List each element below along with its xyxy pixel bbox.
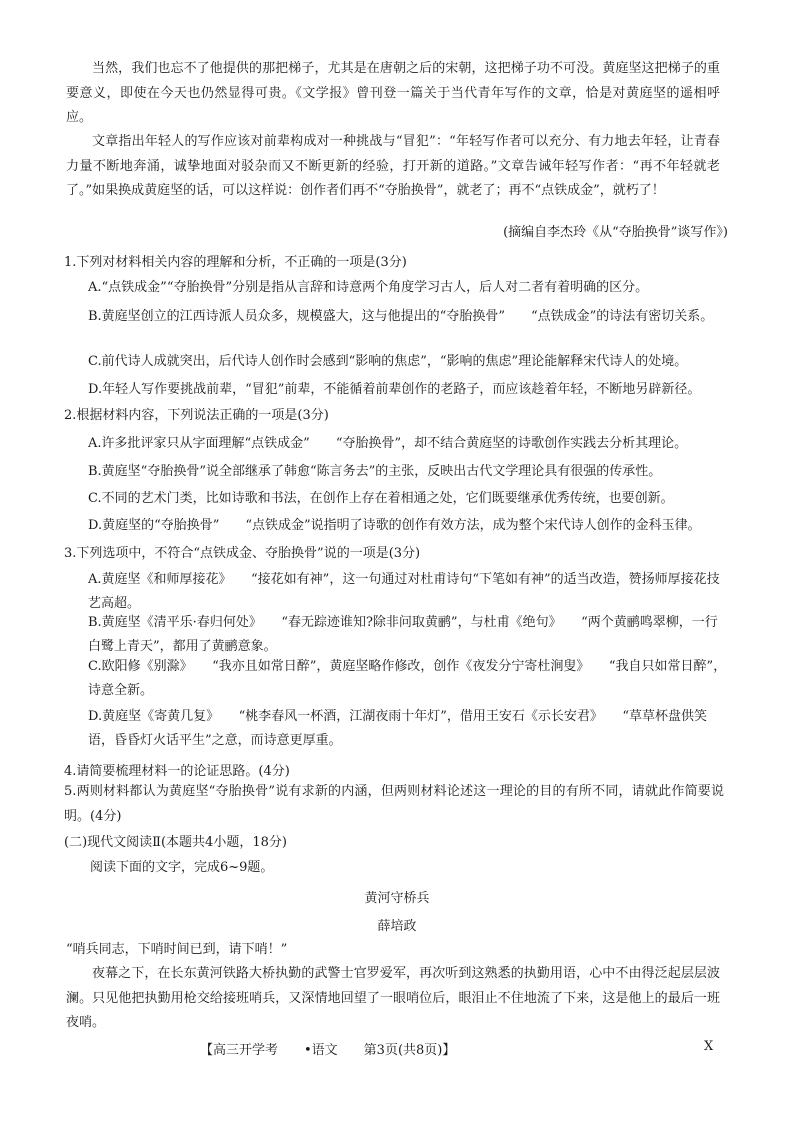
material-paragraph-2: 文章指出年轻人的写作应该对前辈构成对一种挑战与“冒犯”：“年轻写作者可以充分、有力地去年轻，让青春力量不断地奔涌，诚挚地面对驳杂而又不断更新的经验，打开新的道路。”文章告诫年轻写作者：“再不年轻就老了。”如果换成黄庭坚的话，可以这样说：创作者们再不“夺胎换骨”，就老了；再不“点铁成金”，就朽了！ [66,134,720,198]
question-1-option-b: B.黄庭坚创立的江西诗派人员众多，规模盛大，这与他提出的“夺胎换骨” “点铁成金”的诗法有密切关系。 [88,309,714,324]
story-title: 黄河守桥兵 [364,891,430,906]
question-4-stem: 4.请简要梳理材料一的论证思路。(4分) [64,764,290,779]
question-3-option-a: A.黄庭坚《和师厚接花》 “接花如有神”，这一句通过对杜甫诗句“下笔如有神”的适当改造，赞扬师厚接花技艺高超。 [88,572,720,611]
question-2-option-c: C.不同的艺术门类，比如诗歌和书法，在创作上存在着相通之处，它们既要继承优秀传统，也要创新。 [88,491,674,506]
question-2-stem: 2.根据材料内容，下列说法正确的一项是(3分) [64,408,329,423]
section-2-instruction: 阅读下面的文字，完成6~9题。 [90,860,274,875]
question-3-option-c: C.欧阳修《别滁》 “我亦且如常日醉”，黄庭坚略作修改，创作《夜发分宁寄杜涧叟》 “我自只如常日醉”，诗意全新。 [88,659,727,698]
question-2-option-b: B.黄庭坚“夺胎换骨”说全部继承了韩愈“陈言务去”的主张，反映出古代文学理论具有很强的传承性。 [88,464,662,479]
question-3-option-d: D.黄庭坚《寄黄几复》 “桃李春风一杯酒，江湖夜雨十年灯”，借用王安石《示长安君》 “草草杯盘供笑语，昏昏灯火话平生”之意，而诗意更厚重。 [88,709,708,748]
question-3-stem: 3.下列选项中，不符合“点铁成金、夺胎换骨”说的一项是(3分) [64,546,421,561]
material-paragraph-1: 当然，我们也忘不了他提供的那把梯子，尤其是在唐朝之后的宋朝，这把梯子功不可没。黄庭坚这把梯子的重要意义，即使在今天也仍然显得可贵。《文学报》曾刊登一篇关于当代青年写作的文章，恰是对黄庭坚的遥相呼应。 [66,61,720,125]
question-1-option-c: C.前代诗人成就突出，后代诗人创作时会感到“影响的焦虑”，“影响的焦虑”理论能解释宋代诗人的处境。 [88,354,688,369]
question-3-option-b: B.黄庭坚《清平乐·春归何处》 “春无踪迹谁知?除非问取黄鹂”，与杜甫《绝句》 “两个黄鹂鸣翠柳，一行白鹭上青天”，都用了黄鹂意象。 [88,615,718,654]
question-5-stem: 5.两则材料都认为黄庭坚“夺胎换骨”说有求新的内涵，但两则材料论述这一理论的目的有所不同，请就此作简要说明。(4分) [64,784,724,824]
page-footer: 【高三开学考 •语文 第3页(共8页)】 [200,1043,456,1058]
question-2-option-d: D.黄庭坚的“夺胎换骨” “点铁成金”说指明了诗歌的创作有效方法，成为整个宋代诗人创作的金科玉律。 [88,518,701,533]
story-paragraph-2: 夜幕之下，在长东黄河铁路大桥执勤的武警士官罗爱军，再次听到这熟悉的执勤用语，心中不由得泛起层层波澜。只见他把执勤用枪交给接班哨兵，又深情地回望了一眼哨位后，眼泪止不住地流了下来，这是他上的最后一班夜哨。 [66,966,720,1030]
question-1-option-d: D.年轻人写作要挑战前辈，“冒犯”前辈，不能循着前辈创作的老路子，而应该趁着年轻，不断地另辟新径。 [88,382,701,397]
story-paragraph-1: “哨兵同志，下哨时间已到，请下哨！” [66,942,288,957]
section-2-heading: (二)现代文阅读Ⅱ(本题共4小题，18分) [64,835,287,850]
question-1-stem: 1.下列对材料相关内容的理解和分析，不正确的一项是(3分) [64,255,407,270]
material-source: (摘编自李杰玲《从“夺胎换骨”谈写作》) [503,225,728,240]
story-author: 薛培政 [377,919,417,934]
question-1-option-a: A.“点铁成金”“夺胎换骨”分别是指从言辞和诗意两个角度学习古人，后人对二者有着明确的区分。 [88,280,649,295]
footer-mark: X [704,1039,714,1054]
question-2-option-a: A.许多批评家只从字面理解“点铁成金” “夺胎换骨”，却不结合黄庭坚的诗歌创作实践去分析其理论。 [88,436,688,451]
